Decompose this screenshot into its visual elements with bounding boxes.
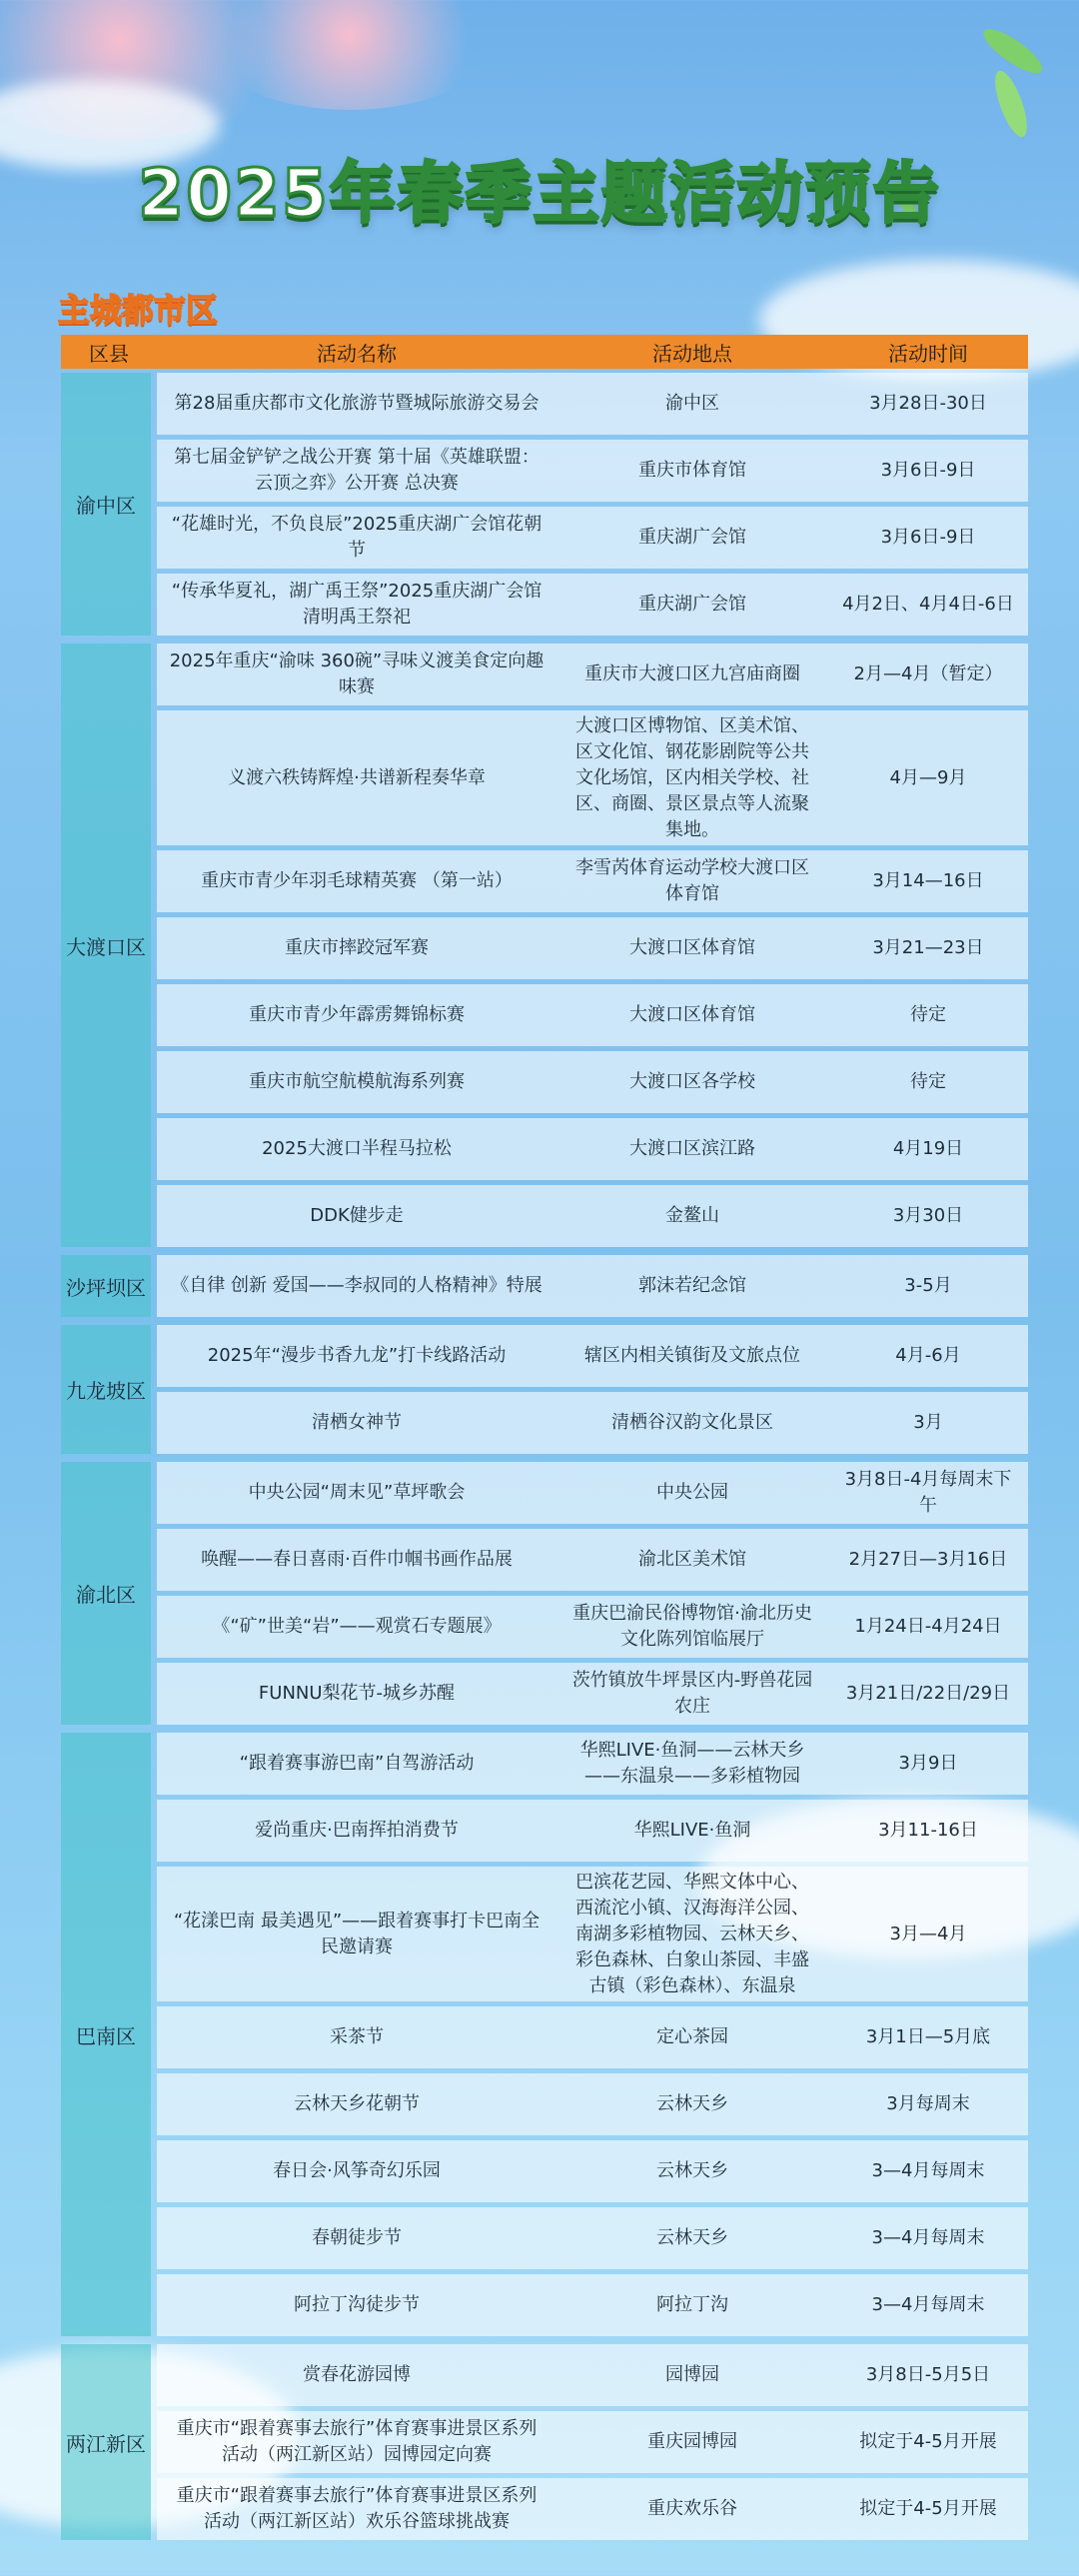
location-cell: 重庆园博园 xyxy=(647,2431,737,2452)
table-row xyxy=(157,644,1028,705)
location-cell: 郭沫若纪念馆 xyxy=(638,1275,746,1296)
table-row xyxy=(157,1185,1028,1247)
location-cell: 园博园 xyxy=(665,2364,719,2385)
event-name-cell: 第28届重庆都市文化旅游节暨城际旅游交易会 xyxy=(174,393,540,414)
events-table xyxy=(61,335,1028,2540)
district-group xyxy=(61,1462,1028,1725)
time-cell: 拟定于4-5月开展 xyxy=(859,2498,997,2519)
district-name: 两江新区 xyxy=(61,2344,151,2540)
event-name-cell: 采茶节 xyxy=(330,2026,384,2047)
table-row xyxy=(157,1800,1028,1862)
location-cell: 清栖谷汉韵文化景区 xyxy=(611,1412,773,1433)
table-row xyxy=(157,574,1028,636)
time-cell: 1月24日-4月24日 xyxy=(854,1616,1002,1637)
time-cell: 3月 xyxy=(913,1412,943,1433)
event-name-cell: 2025年重庆“渝味 360碗”寻味义渡美食定向趣味赛 xyxy=(169,650,544,697)
event-name-cell: 重庆市航空航模航海系列赛 xyxy=(249,1071,465,1092)
table-row xyxy=(157,1051,1028,1113)
district-rows xyxy=(157,1255,1028,1317)
location-cell: 中央公园 xyxy=(656,1482,728,1503)
event-name-cell: 重庆市“跟着赛事去旅行”体育赛事进景区系列活动（两江新区站）园博园定向赛 xyxy=(176,2418,538,2465)
time-cell: 2月—4月（暂定） xyxy=(853,663,1003,684)
table-row xyxy=(157,1118,1028,1180)
time-cell: 4月—9月 xyxy=(889,766,967,788)
location-cell: 重庆湖广会馆 xyxy=(638,527,746,548)
event-name-cell: 第七届金铲铲之战公开赛 第十届《英雄联盟：云顶之弈》公开赛 总决赛 xyxy=(174,447,540,494)
location-cell: 大渡口区博物馆、区美术馆、区文化馆、钢花影剧院等公共文化场馆，区内相关学校、社区、商圈、景区景点等人流聚集地。 xyxy=(575,714,809,840)
time-cell: 3月每周末 xyxy=(886,2093,970,2114)
time-cell: 3—4月每周末 xyxy=(871,2294,985,2315)
time-cell: 3月6日-9日 xyxy=(880,527,976,548)
location-cell: 云林天乡 xyxy=(656,2160,728,2181)
table-row xyxy=(157,2478,1028,2540)
event-name-cell: 清栖女神节 xyxy=(312,1412,402,1433)
table-row xyxy=(157,1867,1028,2001)
location-cell: 茨竹镇放牛坪景区内-野兽花园农庄 xyxy=(571,1670,813,1717)
table-row xyxy=(157,2344,1028,2406)
time-cell: 3月—4月 xyxy=(889,1923,967,1944)
district-name: 大渡口区 xyxy=(61,644,151,1247)
time-cell: 4月-6月 xyxy=(895,1345,961,1366)
district-rows xyxy=(157,1325,1028,1454)
table-row xyxy=(157,850,1028,912)
header-district: 区县 xyxy=(89,341,129,366)
table-row xyxy=(157,1529,1028,1591)
time-cell: 3月1日—5月底 xyxy=(865,2026,991,2047)
header-time: 活动时间 xyxy=(888,341,968,366)
location-cell: 大渡口区滨江路 xyxy=(629,1138,755,1159)
event-name-cell: FUNNU梨花节-城乡苏醒 xyxy=(258,1683,456,1704)
event-name-cell: 《自律 创新 爱国——李叔同的人格精神》特展 xyxy=(171,1275,542,1296)
district-rows xyxy=(157,644,1028,1247)
table-body xyxy=(61,373,1028,2540)
district-rows xyxy=(157,2344,1028,2540)
district-rows xyxy=(157,1733,1028,2336)
location-cell: 华熙LIVE·鱼洞——云林天乡——东温泉——多彩植物园 xyxy=(579,1740,805,1787)
location-cell: 大渡口区体育馆 xyxy=(629,937,755,958)
event-name-cell: 春朝徒步节 xyxy=(312,2227,402,2248)
time-cell: 3月8日-5月5日 xyxy=(865,2364,991,2385)
district-name: 巴南区 xyxy=(61,1733,151,2336)
district-group xyxy=(61,1733,1028,2336)
event-name-cell: 云林天乡花朝节 xyxy=(294,2093,420,2114)
table-row xyxy=(157,507,1028,569)
table-row xyxy=(157,1663,1028,1725)
time-cell: 3月8日-4月每周末下午 xyxy=(844,1469,1012,1516)
location-cell: 渝中区 xyxy=(665,393,719,414)
time-cell: 3月9日 xyxy=(898,1753,958,1774)
event-name-cell: 春日会·风筝奇幻乐园 xyxy=(273,2160,441,2181)
district-name: 九龙坡区 xyxy=(61,1325,151,1454)
table-row xyxy=(157,1325,1028,1387)
table-row xyxy=(157,2140,1028,2202)
table-row xyxy=(157,2411,1028,2473)
table-row xyxy=(157,1462,1028,1524)
header-location: 活动地点 xyxy=(652,341,732,366)
event-name-cell: “花漾巴南 最美遇见”——跟着赛事打卡巴南全民邀请赛 xyxy=(173,1910,540,1957)
table-row xyxy=(157,2006,1028,2068)
table-row xyxy=(157,710,1028,845)
location-cell: 重庆巴渝民俗博物馆·渝北历史文化陈列馆临展厅 xyxy=(572,1603,812,1650)
location-cell: 重庆湖广会馆 xyxy=(638,594,746,615)
table-row xyxy=(157,917,1028,979)
table-header xyxy=(61,335,1028,369)
leaf-icon xyxy=(989,67,1034,140)
event-name-cell: “跟着赛事游巴南”自驾游活动 xyxy=(239,1753,475,1774)
time-cell: 3—4月每周末 xyxy=(871,2160,985,2181)
event-name-cell: DDK健步走 xyxy=(310,1205,404,1226)
location-cell: 定心茶园 xyxy=(656,2026,728,2047)
time-cell: 3月28日-30日 xyxy=(869,393,987,414)
event-name-cell: 赏春花游园博 xyxy=(303,2364,411,2385)
district-group xyxy=(61,644,1028,1247)
event-name-cell: 重庆市“跟着赛事去旅行”体育赛事进景区系列活动（两江新区站）欢乐谷篮球挑战赛 xyxy=(176,2485,538,2532)
event-name-cell: 2025年“漫步书香九龙”打卡线路活动 xyxy=(207,1345,507,1366)
time-cell: 3月11-16日 xyxy=(878,1820,978,1841)
location-cell: 华熙LIVE·鱼洞 xyxy=(633,1820,751,1841)
time-cell: 4月2日、4月4日-6日 xyxy=(842,594,1014,615)
location-cell: 阿拉丁沟 xyxy=(656,2294,728,2315)
table-row xyxy=(157,373,1028,435)
table-row xyxy=(157,984,1028,1046)
table-row xyxy=(157,2274,1028,2336)
table-row xyxy=(157,2073,1028,2135)
event-name-cell: 阿拉丁沟徒步节 xyxy=(294,2294,420,2315)
district-group xyxy=(61,1325,1028,1454)
time-cell: 待定 xyxy=(910,1004,946,1025)
location-cell: 金鳌山 xyxy=(665,1205,719,1226)
district-group xyxy=(61,2344,1028,2540)
table-row xyxy=(157,1596,1028,1658)
time-cell: 4月19日 xyxy=(892,1138,964,1159)
event-name-cell: 重庆市青少年霹雳舞锦标赛 xyxy=(249,1004,465,1025)
section-title: 主城都市区 xyxy=(58,291,219,329)
location-cell: 巴滨花艺园、华熙文体中心、西流沱小镇、汉海海洋公园、南湖多彩植物园、云林天乡、彩色森林、白象山茶园、丰盛古镇（彩色森林）、东温泉 xyxy=(575,1871,809,1996)
location-cell: 重庆市体育馆 xyxy=(638,460,746,481)
time-cell: 3月6日-9日 xyxy=(880,460,976,481)
table-row xyxy=(157,1255,1028,1317)
time-cell: 3月14—16日 xyxy=(872,870,984,891)
time-cell: 3月21—23日 xyxy=(872,937,984,958)
time-cell: 拟定于4-5月开展 xyxy=(859,2431,997,2452)
location-cell: 辖区内相关镇街及文旅点位 xyxy=(584,1345,800,1366)
leaf-icon xyxy=(978,22,1048,80)
time-cell: 待定 xyxy=(910,1071,946,1092)
location-cell: 云林天乡 xyxy=(656,2093,728,2114)
page-title: 2025年春季主题活动预告 xyxy=(138,155,941,232)
header-event-name: 活动名称 xyxy=(317,341,397,366)
time-cell: 3—4月每周末 xyxy=(871,2227,985,2248)
event-name-cell: “花雄时光，不负良辰”2025重庆湖广会馆花朝节 xyxy=(171,514,542,561)
location-cell: 渝北区美术馆 xyxy=(638,1549,746,1570)
time-cell: 3月30日 xyxy=(892,1205,964,1226)
location-cell: 重庆欢乐谷 xyxy=(647,2498,737,2519)
time-cell: 3-5月 xyxy=(904,1275,952,1296)
table-row xyxy=(157,1392,1028,1454)
event-name-cell: “传承华夏礼，湖广禹王祭”2025重庆湖广会馆清明禹王祭祀 xyxy=(171,581,542,628)
event-name-cell: 重庆市青少年羽毛球精英赛 （第一站） xyxy=(201,870,513,891)
district-name: 沙坪坝区 xyxy=(61,1255,151,1317)
event-name-cell: 中央公园“周末见”草坪歌会 xyxy=(248,1482,466,1503)
location-cell: 大渡口区各学校 xyxy=(629,1071,755,1092)
district-name: 渝中区 xyxy=(61,373,151,636)
location-cell: 李雪芮体育运动学校大渡口区体育馆 xyxy=(575,857,809,904)
district-group xyxy=(61,1255,1028,1317)
event-name-cell: 重庆市摔跤冠军赛 xyxy=(285,937,429,958)
district-rows xyxy=(157,1462,1028,1725)
event-name-cell: 2025大渡口半程马拉松 xyxy=(262,1138,452,1159)
event-name-cell: 唤醒——春日喜雨·百件巾帼书画作品展 xyxy=(201,1549,513,1570)
district-rows xyxy=(157,373,1028,636)
event-name-cell: 爱尚重庆·巴南挥拍消费节 xyxy=(255,1820,459,1841)
table-row xyxy=(157,1733,1028,1795)
time-cell: 2月27日—3月16日 xyxy=(848,1549,1008,1570)
event-name-cell: 义渡六秩铸辉煌·共谱新程奏华章 xyxy=(228,766,486,788)
location-cell: 大渡口区体育馆 xyxy=(629,1004,755,1025)
district-group xyxy=(61,373,1028,636)
table-row xyxy=(157,2207,1028,2269)
location-cell: 重庆市大渡口区九宫庙商圈 xyxy=(584,663,800,684)
district-name: 渝北区 xyxy=(61,1462,151,1725)
event-name-cell: 《“矿”世美“岩”——观赏石专题展》 xyxy=(212,1616,502,1637)
table-row xyxy=(157,440,1028,502)
location-cell: 云林天乡 xyxy=(656,2227,728,2248)
time-cell: 3月21日/22日/29日 xyxy=(845,1683,1011,1704)
